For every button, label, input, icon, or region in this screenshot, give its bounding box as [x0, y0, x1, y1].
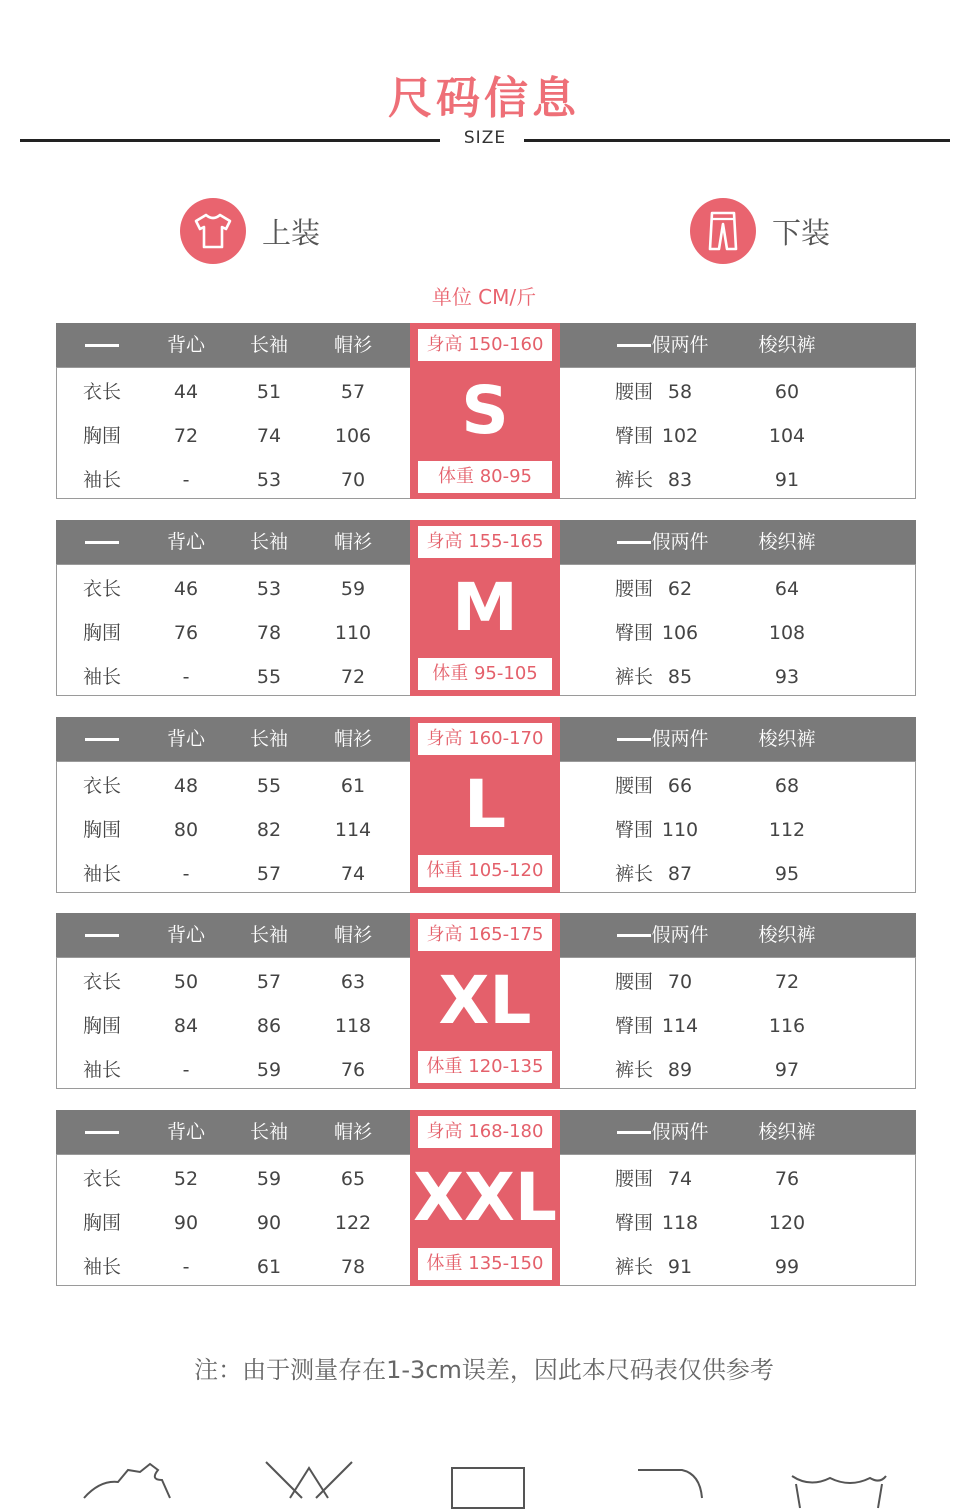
table-cell: 91 — [774, 469, 800, 491]
row-label-top: 衣长 — [82, 971, 121, 993]
table-cell: 87 — [667, 863, 693, 885]
size-badge — [410, 323, 560, 499]
table-cell: - — [182, 1256, 190, 1278]
table-cell: 93 — [774, 666, 800, 688]
header-bottom-0: 假两件 — [651, 531, 709, 553]
header-dash — [85, 541, 119, 544]
row-label-bottom: 腰围 — [614, 1168, 653, 1190]
measurement-note: 注：由于测量存在1-3cm误差，因此本尺码表仅供参考 — [194, 1356, 774, 1384]
table-cell: 55 — [256, 666, 282, 688]
row-label-top: 胸围 — [82, 819, 121, 841]
table-cell: 97 — [774, 1059, 800, 1081]
size-letter: L — [463, 766, 507, 843]
table-cell: - — [182, 469, 190, 491]
size-letter: S — [461, 372, 509, 449]
row-label-bottom: 臀围 — [614, 1015, 653, 1037]
row-label-bottom: 臀围 — [614, 1212, 653, 1234]
row-label-bottom: 裤长 — [614, 1256, 653, 1278]
table-cell: 84 — [173, 1015, 199, 1037]
height-range: 身高 165-175 — [418, 919, 552, 951]
weight-range: 体重 80-95 — [418, 461, 552, 493]
table-cell: 85 — [667, 666, 693, 688]
header-top-2: 帽衫 — [333, 1121, 372, 1143]
table-cell: 78 — [340, 1256, 366, 1278]
row-label-bottom: 臀围 — [614, 425, 653, 447]
table-cell: 72 — [173, 425, 199, 447]
row-label-bottom: 臀围 — [614, 819, 653, 841]
row-label-top: 胸围 — [82, 1212, 121, 1234]
size-badge — [410, 1110, 560, 1286]
header-top-0: 背心 — [166, 531, 205, 553]
table-cell: 65 — [340, 1168, 366, 1190]
table-cell: 106 — [661, 622, 699, 644]
table-cell: 58 — [667, 381, 693, 403]
table-cell: 74 — [340, 863, 366, 885]
table-cell: 44 — [173, 381, 199, 403]
table-cell: 76 — [173, 622, 199, 644]
table-cell: 91 — [667, 1256, 693, 1278]
header-bottom-0: 假两件 — [651, 728, 709, 750]
table-cell: 53 — [256, 469, 282, 491]
size-letter: XL — [438, 962, 532, 1039]
table-cell: 76 — [774, 1168, 800, 1190]
table-cell: 116 — [768, 1015, 806, 1037]
header-bottom-1: 梭织裤 — [758, 531, 816, 553]
height-range: 身高 160-170 — [418, 723, 552, 755]
header-top-2: 帽衫 — [333, 531, 372, 553]
size-block — [56, 913, 916, 1089]
table-cell: 118 — [661, 1212, 699, 1234]
row-label-top: 衣长 — [82, 775, 121, 797]
no-bleach-icon — [266, 1462, 352, 1498]
table-cell: 90 — [256, 1212, 282, 1234]
title-rule-left — [20, 139, 440, 142]
page-title: 尺码信息 — [388, 73, 580, 124]
header-bottom-0: 假两件 — [651, 1121, 709, 1143]
row-label-bottom: 裤长 — [614, 1059, 653, 1081]
table-cell: 59 — [256, 1168, 282, 1190]
row-label-top: 袖长 — [82, 666, 121, 688]
size-block — [56, 323, 916, 499]
header-top-2: 帽衫 — [333, 334, 372, 356]
header-top-0: 背心 — [166, 728, 205, 750]
header-bottom-1: 梭织裤 — [758, 1121, 816, 1143]
size-letter: M — [452, 569, 518, 646]
table-cell: 46 — [173, 578, 199, 600]
table-cell: 50 — [173, 971, 199, 993]
table-cell: 57 — [256, 863, 282, 885]
row-label-bottom: 腰围 — [614, 775, 653, 797]
table-cell: 110 — [661, 819, 699, 841]
row-label-bottom: 腰围 — [614, 971, 653, 993]
weight-range: 体重 120-135 — [418, 1051, 552, 1083]
table-cell: 60 — [774, 381, 800, 403]
table-cell: 120 — [768, 1212, 806, 1234]
table-cell: 72 — [774, 971, 800, 993]
row-label-bottom: 腰围 — [614, 578, 653, 600]
title-rule-right — [524, 139, 950, 142]
wash-tub-icon — [792, 1476, 886, 1508]
row-label-top: 衣长 — [82, 381, 121, 403]
table-cell: 76 — [340, 1059, 366, 1081]
table-cell: - — [182, 863, 190, 885]
tshirt-icon — [180, 198, 246, 264]
row-label-top: 胸围 — [82, 1015, 121, 1037]
header-dash — [85, 934, 119, 937]
table-cell: 78 — [256, 622, 282, 644]
header-top-1: 长袖 — [249, 924, 288, 946]
iron-icon — [638, 1470, 702, 1498]
tumble-dry-icon — [452, 1468, 524, 1508]
header-top-1: 长袖 — [249, 1121, 288, 1143]
table-cell: 99 — [774, 1256, 800, 1278]
table-cell: 62 — [667, 578, 693, 600]
category-bottom-label: 下装 — [772, 215, 831, 250]
row-label-top: 袖长 — [82, 863, 121, 885]
weight-range: 体重 135-150 — [418, 1248, 552, 1280]
header-dash — [85, 344, 119, 347]
table-cell: 61 — [256, 1256, 282, 1278]
weight-range: 体重 95-105 — [418, 658, 552, 690]
table-cell: 74 — [256, 425, 282, 447]
row-label-top: 袖长 — [82, 469, 121, 491]
header-bottom-0: 假两件 — [651, 334, 709, 356]
size-badge — [410, 913, 560, 1089]
row-label-bottom: 裤长 — [614, 863, 653, 885]
table-cell: 86 — [256, 1015, 282, 1037]
height-range: 身高 150-160 — [418, 329, 552, 361]
hand-wash-icon — [84, 1464, 170, 1498]
table-cell: 104 — [768, 425, 806, 447]
row-label-top: 胸围 — [82, 622, 121, 644]
row-label-bottom: 臀围 — [614, 622, 653, 644]
table-cell: 112 — [768, 819, 806, 841]
table-cell: 106 — [334, 425, 372, 447]
table-cell: 114 — [661, 1015, 699, 1037]
table-cell: 122 — [334, 1212, 372, 1234]
table-cell: 70 — [340, 469, 366, 491]
table-cell: 55 — [256, 775, 282, 797]
category-top-label: 上装 — [262, 215, 321, 250]
table-cell: 63 — [340, 971, 366, 993]
header-top-2: 帽衫 — [333, 728, 372, 750]
header-bottom-1: 梭织裤 — [758, 334, 816, 356]
header-top-1: 长袖 — [249, 334, 288, 356]
table-cell: 57 — [256, 971, 282, 993]
table-cell: 68 — [774, 775, 800, 797]
table-cell: 66 — [667, 775, 693, 797]
header-bottom-1: 梭织裤 — [758, 728, 816, 750]
table-cell: 102 — [661, 425, 699, 447]
unit-label: 单位 CM/斤 — [431, 285, 537, 309]
header-top-0: 背心 — [166, 1121, 205, 1143]
size-block — [56, 717, 916, 893]
size-letter: XXL — [413, 1159, 557, 1236]
table-cell: 74 — [667, 1168, 693, 1190]
table-cell: - — [182, 1059, 190, 1081]
row-label-bottom: 腰围 — [614, 381, 653, 403]
care-icons-row — [0, 1450, 968, 1510]
size-badge — [410, 520, 560, 696]
table-cell: 59 — [256, 1059, 282, 1081]
row-label-bottom: 裤长 — [614, 469, 653, 491]
header-top-1: 长袖 — [249, 728, 288, 750]
table-cell: 80 — [173, 819, 199, 841]
table-cell: 51 — [256, 381, 282, 403]
pants-icon — [690, 198, 756, 264]
table-cell: 108 — [768, 622, 806, 644]
table-cell: 57 — [340, 381, 366, 403]
size-badge — [410, 717, 560, 893]
category-bottom — [690, 198, 830, 264]
weight-range: 体重 105-120 — [418, 855, 552, 887]
table-cell: 95 — [774, 863, 800, 885]
table-cell: 70 — [667, 971, 693, 993]
row-label-bottom: 裤长 — [614, 666, 653, 688]
table-cell: 59 — [340, 578, 366, 600]
row-label-top: 袖长 — [82, 1256, 121, 1278]
header-dash — [85, 738, 119, 741]
header-dash — [85, 1131, 119, 1134]
table-cell: 72 — [340, 666, 366, 688]
table-cell: 61 — [340, 775, 366, 797]
header-top-0: 背心 — [166, 924, 205, 946]
header-bottom-0: 假两件 — [651, 924, 709, 946]
table-cell: 48 — [173, 775, 199, 797]
header-bottom-1: 梭织裤 — [758, 924, 816, 946]
table-cell: 82 — [256, 819, 282, 841]
row-label-top: 衣长 — [82, 1168, 121, 1190]
header-top-1: 长袖 — [249, 531, 288, 553]
row-label-top: 衣长 — [82, 578, 121, 600]
category-top — [180, 198, 320, 264]
table-cell: 89 — [667, 1059, 693, 1081]
table-cell: 52 — [173, 1168, 199, 1190]
table-cell: 64 — [774, 578, 800, 600]
table-cell: 118 — [334, 1015, 372, 1037]
size-block — [56, 1110, 916, 1286]
row-label-top: 胸围 — [82, 425, 121, 447]
table-cell: 90 — [173, 1212, 199, 1234]
page-subtitle: SIZE — [463, 128, 507, 148]
header-top-2: 帽衫 — [333, 924, 372, 946]
header-top-0: 背心 — [166, 334, 205, 356]
table-cell: - — [182, 666, 190, 688]
table-cell: 110 — [334, 622, 372, 644]
table-cell: 53 — [256, 578, 282, 600]
table-cell: 114 — [334, 819, 372, 841]
row-label-top: 袖长 — [82, 1059, 121, 1081]
height-range: 身高 168-180 — [418, 1116, 552, 1148]
table-cell: 83 — [667, 469, 693, 491]
size-block — [56, 520, 916, 696]
height-range: 身高 155-165 — [418, 526, 552, 558]
